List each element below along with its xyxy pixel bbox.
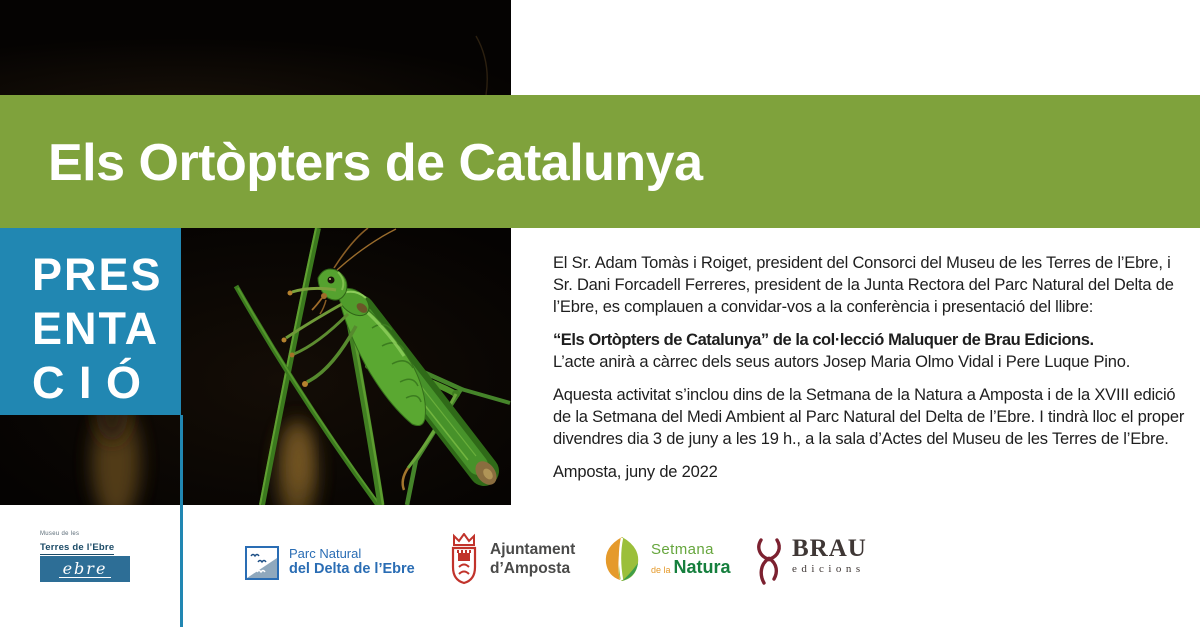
ajuntament-logo-line1: Ajuntament (490, 541, 576, 558)
museu-logo-name: Terres de l’Ebre (40, 542, 115, 553)
brau-logo-name: BRAU (792, 535, 867, 562)
text-line: El Sr. Adam Tomàs i Roiget, president del Consorci del Museu de les Terres de l’Ebre, i (553, 254, 1171, 272)
delta-birds-icon (245, 546, 279, 580)
ajuntament-logo-line2: d’Amposta (490, 560, 571, 577)
text-line: divendres dia 3 de juny a les 19 h., a la sala d’Actes del Museu de les Terres de l’Ebre. (553, 430, 1169, 448)
vertical-divider-line (180, 415, 183, 627)
parc-logo-line1: Parc Natural (289, 546, 362, 561)
ebre-script-logo (40, 556, 130, 582)
parc-logo-line2: del Delta de l’Ebre (289, 561, 415, 577)
presentation-label-line: ENTA (32, 303, 160, 354)
leaf-icon (600, 535, 644, 583)
paragraph-book (553, 329, 1200, 373)
bull-horns-icon (752, 536, 786, 586)
invitation-text (553, 252, 1200, 494)
text-line: Sr. Dani Forcadell Ferreres, president de la Junta Rectora del Parc Natural del Delta de (553, 276, 1174, 294)
setmana-logo-line1: Setmana (651, 541, 714, 558)
brau-logo-subtitle: edicions (792, 563, 865, 575)
text-line: Aquesta activitat s’inclou dins de la Setmana de la Natura a Amposta i de la XVIII edició (553, 386, 1176, 404)
paragraph-event-details (553, 384, 1200, 450)
poster-title: Els Ortòpters de Catalunya (48, 133, 703, 192)
amposta-crest-icon (447, 533, 481, 585)
museu-logo-small-text: Museu de les (40, 531, 80, 537)
presentation-label-line: C I Ó (32, 357, 143, 408)
presentation-box (0, 228, 181, 415)
brau-edicions-logo (752, 536, 867, 586)
photo-top-strip (0, 0, 511, 95)
setmana-logo-line3: Natura (673, 557, 731, 577)
text-line: l’Ebre, es complauen a convidar-vos a la conferència i presentació del llibre: (553, 298, 1094, 316)
title-banner (0, 95, 1200, 228)
book-title-line: “Els Ortòpters de Catalunya” de la col·lecció Maluquer de Brau Edicions. (553, 331, 1094, 349)
text-line: L’acte anirà a càrrec dels seus autors Josep Maria Olmo Vidal i Pere Luque Pino. (553, 353, 1131, 371)
text-line: de la Setmana del Medi Ambient al Parc Natural del Delta de l’Ebre. I tindrà lloc el proper (553, 408, 1185, 426)
date-place-line: Amposta, juny de 2022 (553, 463, 718, 481)
ebre-script-text: ebre (59, 560, 112, 578)
ajuntament-amposta-logo (447, 533, 575, 585)
paragraph-date-place (553, 461, 1200, 483)
antenna-detail (0, 0, 511, 95)
presentation-label-line: PRES (32, 249, 163, 300)
setmana-natura-logo (600, 535, 731, 583)
paragraph-presidents (553, 252, 1200, 318)
museu-terres-ebre-logo (40, 531, 160, 582)
parc-natural-delta-ebre-logo (245, 546, 415, 580)
setmana-logo-line2: de la (651, 565, 671, 575)
